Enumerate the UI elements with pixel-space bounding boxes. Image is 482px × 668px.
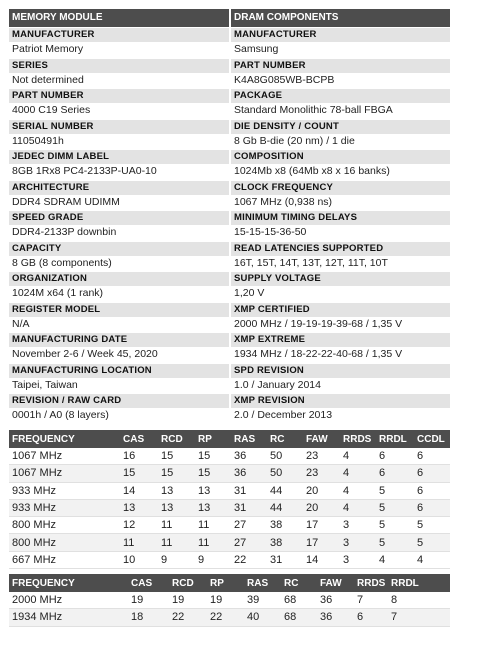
jedec-column-header: RRDL xyxy=(376,430,414,448)
field-label: ARCHITECTURE xyxy=(9,181,229,195)
table-row xyxy=(9,592,450,609)
xmp-column-header: RRDS xyxy=(354,574,388,592)
table-cell: 19 xyxy=(207,592,244,609)
jedec-timings-table-wrap xyxy=(9,430,450,569)
field-label: PACKAGE xyxy=(231,89,450,103)
table-cell: 15 xyxy=(195,465,231,482)
field-value: 2.0 / December 2013 xyxy=(234,409,333,421)
field-label: REGISTER MODEL xyxy=(9,303,229,317)
field-value: November 2-6 / Week 45, 2020 xyxy=(12,348,158,360)
table-cell: 44 xyxy=(267,482,303,499)
field-value: 16T, 15T, 14T, 13T, 12T, 11T, 10T xyxy=(234,256,388,269)
info-grid xyxy=(9,27,450,424)
table-cell: 15 xyxy=(158,465,195,482)
table-cell: 19 xyxy=(169,592,207,609)
table-cell: 12 xyxy=(120,517,158,534)
table-cell: 4 xyxy=(340,448,376,465)
table-cell: 11 xyxy=(195,517,231,534)
info-row xyxy=(9,119,450,150)
jedec-column-header: RRDS xyxy=(340,430,376,448)
field-value: Not determined xyxy=(12,73,84,86)
table-cell: 6 xyxy=(414,482,450,499)
table-cell: 3 xyxy=(340,551,376,568)
table-cell: 50 xyxy=(267,448,303,465)
module-field xyxy=(9,241,229,272)
table-cell: 1067 MHz xyxy=(9,448,120,465)
jedec-column-header: CAS xyxy=(120,430,158,448)
field-value: 1024Mb x8 (64Mb x8 x 16 banks) xyxy=(234,165,390,177)
table-cell: 933 MHz xyxy=(9,499,120,516)
table-cell: 6 xyxy=(376,448,414,465)
jedec-column-header: CCDL xyxy=(414,430,450,448)
info-row xyxy=(9,241,450,272)
table-cell: 13 xyxy=(158,499,195,516)
dram-field xyxy=(231,149,450,180)
dram-field xyxy=(231,119,450,150)
xmp-table-header xyxy=(9,574,450,592)
table-cell: 23 xyxy=(303,448,340,465)
module-field xyxy=(9,149,229,180)
table-cell: 11 xyxy=(195,534,231,551)
field-label: MINIMUM TIMING DELAYS xyxy=(231,211,450,225)
field-label: COMPOSITION xyxy=(231,150,450,164)
field-label: MANUFACTURER xyxy=(231,28,450,42)
field-value: Samsung xyxy=(234,43,279,55)
module-field xyxy=(9,88,229,119)
info-row xyxy=(9,27,450,58)
info-row xyxy=(9,210,450,241)
field-value: 11050491h xyxy=(12,134,64,147)
table-cell: 5 xyxy=(414,534,450,551)
jedec-table-header xyxy=(9,430,450,448)
table-cell: 9 xyxy=(158,551,195,568)
field-label: JEDEC DIMM LABEL xyxy=(9,150,229,164)
xmp-column-header: RRDL xyxy=(388,574,450,592)
table-cell: 4 xyxy=(376,551,414,568)
table-cell: 3 xyxy=(340,534,376,551)
table-cell: 31 xyxy=(231,482,267,499)
table-cell: 36 xyxy=(317,592,354,609)
module-field xyxy=(9,119,229,150)
table-cell: 4 xyxy=(340,482,376,499)
memory-module-header: MEMORY MODULE xyxy=(9,9,229,27)
table-row xyxy=(9,448,450,465)
section-header-row xyxy=(9,9,450,27)
field-value: 1,20 V xyxy=(234,287,265,299)
info-row xyxy=(9,393,450,424)
info-row xyxy=(9,363,450,394)
table-cell: 6 xyxy=(414,465,450,482)
field-value: Standard Monolithic 78-ball FBGA xyxy=(234,104,393,116)
dram-field xyxy=(231,302,450,333)
module-field xyxy=(9,180,229,211)
table-cell: 68 xyxy=(281,592,317,609)
table-cell: 50 xyxy=(267,465,303,482)
xmp-table-body xyxy=(9,592,450,626)
table-cell: 4 xyxy=(340,465,376,482)
table-cell: 19 xyxy=(128,592,169,609)
dram-field xyxy=(231,210,450,241)
xmp-column-header: RCD xyxy=(169,574,207,592)
table-cell: 27 xyxy=(231,534,267,551)
dram-field xyxy=(231,271,450,302)
xmp-timings-table-wrap xyxy=(9,574,450,627)
xmp-column-header: RAS xyxy=(244,574,281,592)
table-cell: 14 xyxy=(303,551,340,568)
field-label: SPD REVISION xyxy=(231,364,450,378)
field-label: XMP EXTREME xyxy=(231,333,450,347)
table-cell: 1067 MHz xyxy=(9,465,120,482)
field-label: MANUFACTURER xyxy=(9,28,229,42)
table-cell: 3 xyxy=(340,517,376,534)
table-cell: 68 xyxy=(281,609,317,626)
jedec-timings-table xyxy=(9,430,450,569)
table-cell: 8 xyxy=(388,592,450,609)
xmp-timings-table xyxy=(9,574,450,627)
table-cell: 44 xyxy=(267,499,303,516)
table-cell: 800 MHz xyxy=(9,534,120,551)
jedec-column-header: RP xyxy=(195,430,231,448)
table-cell: 11 xyxy=(158,517,195,534)
table-cell: 15 xyxy=(120,465,158,482)
info-row xyxy=(9,58,450,89)
field-value: Taipei, Taiwan xyxy=(12,378,78,391)
table-cell: 38 xyxy=(267,534,303,551)
dram-components-header: DRAM COMPONENTS xyxy=(231,9,450,27)
table-row xyxy=(9,499,450,516)
table-cell: 6 xyxy=(414,448,450,465)
table-cell: 5 xyxy=(414,517,450,534)
table-cell: 15 xyxy=(195,448,231,465)
table-cell: 11 xyxy=(158,534,195,551)
jedec-table-body xyxy=(9,448,450,569)
info-row xyxy=(9,302,450,333)
table-cell: 7 xyxy=(388,609,450,626)
table-cell: 20 xyxy=(303,499,340,516)
dram-field xyxy=(231,180,450,211)
table-cell: 40 xyxy=(244,609,281,626)
table-cell: 4 xyxy=(340,499,376,516)
table-row xyxy=(9,465,450,482)
table-cell: 36 xyxy=(231,448,267,465)
xmp-column-header: FAW xyxy=(317,574,354,592)
table-cell: 5 xyxy=(376,517,414,534)
table-cell: 31 xyxy=(267,551,303,568)
table-cell: 7 xyxy=(354,592,388,609)
jedec-column-header: FAW xyxy=(303,430,340,448)
module-field xyxy=(9,332,229,363)
table-cell: 6 xyxy=(414,499,450,516)
table-cell: 27 xyxy=(231,517,267,534)
field-value: K4A8G085WB-BCPB xyxy=(234,73,335,86)
table-cell: 31 xyxy=(231,499,267,516)
table-cell: 1934 MHz xyxy=(9,609,128,626)
field-label: ORGANIZATION xyxy=(9,272,229,286)
xmp-column-header: FREQUENCY xyxy=(9,574,128,592)
table-cell: 6 xyxy=(376,465,414,482)
module-field xyxy=(9,302,229,333)
table-cell: 13 xyxy=(195,482,231,499)
field-value: Patriot Memory xyxy=(12,43,84,55)
field-value: 1934 MHz / 18-22-22-40-68 / 1,35 V xyxy=(234,348,403,360)
module-field xyxy=(9,210,229,241)
table-cell: 15 xyxy=(158,448,195,465)
module-field xyxy=(9,58,229,89)
info-row xyxy=(9,88,450,119)
field-value: 1024M x64 (1 rank) xyxy=(12,287,104,299)
table-cell: 5 xyxy=(376,499,414,516)
module-field xyxy=(9,271,229,302)
field-label: MANUFACTURING LOCATION xyxy=(9,364,229,378)
field-value: 2000 MHz / 19-19-19-39-68 / 1,35 V xyxy=(234,317,403,330)
table-cell: 9 xyxy=(195,551,231,568)
table-row xyxy=(9,609,450,626)
table-cell: 22 xyxy=(231,551,267,568)
info-row xyxy=(9,271,450,302)
table-row xyxy=(9,551,450,568)
table-cell: 36 xyxy=(231,465,267,482)
table-cell: 18 xyxy=(128,609,169,626)
info-row xyxy=(9,180,450,211)
dram-field xyxy=(231,332,450,363)
table-cell: 22 xyxy=(169,609,207,626)
field-label: XMP REVISION xyxy=(231,394,450,408)
field-label: SPEED GRADE xyxy=(9,211,229,225)
table-cell: 13 xyxy=(120,499,158,516)
field-label: SERIAL NUMBER xyxy=(9,120,229,134)
field-label: PART NUMBER xyxy=(231,59,450,73)
dram-field xyxy=(231,363,450,394)
info-row xyxy=(9,332,450,363)
table-cell: 667 MHz xyxy=(9,551,120,568)
field-label: CLOCK FREQUENCY xyxy=(231,181,450,195)
table-cell: 2000 MHz xyxy=(9,592,128,609)
dram-field xyxy=(231,393,450,424)
table-cell: 20 xyxy=(303,482,340,499)
field-label: DIE DENSITY / COUNT xyxy=(231,120,450,134)
table-cell: 933 MHz xyxy=(9,482,120,499)
field-value: 1067 MHz (0,938 ns) xyxy=(234,195,333,208)
table-cell: 13 xyxy=(158,482,195,499)
table-cell: 13 xyxy=(195,499,231,516)
field-label: MANUFACTURING DATE xyxy=(9,333,229,347)
info-row xyxy=(9,149,450,180)
table-row xyxy=(9,482,450,499)
xmp-column-header: RP xyxy=(207,574,244,592)
xmp-column-header: RC xyxy=(281,574,317,592)
table-cell: 23 xyxy=(303,465,340,482)
dram-field xyxy=(231,241,450,272)
field-label: SERIES xyxy=(9,59,229,73)
dram-field xyxy=(231,27,450,58)
field-value: 8 GB (8 components) xyxy=(12,256,112,269)
table-cell: 800 MHz xyxy=(9,517,120,534)
field-value: DDR4 SDRAM UDIMM xyxy=(12,195,120,208)
jedec-column-header: RCD xyxy=(158,430,195,448)
field-label: PART NUMBER xyxy=(9,89,229,103)
field-label: XMP CERTIFIED xyxy=(231,303,450,317)
module-field xyxy=(9,363,229,394)
table-cell: 4 xyxy=(414,551,450,568)
field-value: 15-15-15-36-50 xyxy=(234,226,307,238)
field-value: 0001h / A0 (8 layers) xyxy=(12,409,109,421)
table-cell: 17 xyxy=(303,534,340,551)
field-value: 8GB 1Rx8 PC4-2133P-UA0-10 xyxy=(12,165,157,177)
table-row xyxy=(9,517,450,534)
field-value: 1.0 / January 2014 xyxy=(234,378,321,391)
dram-field xyxy=(231,88,450,119)
field-value: 4000 C19 Series xyxy=(12,104,91,116)
table-cell: 5 xyxy=(376,482,414,499)
module-field xyxy=(9,27,229,58)
table-cell: 10 xyxy=(120,551,158,568)
table-cell: 36 xyxy=(317,609,354,626)
table-row xyxy=(9,534,450,551)
table-cell: 38 xyxy=(267,517,303,534)
table-cell: 5 xyxy=(376,534,414,551)
jedec-column-header: FREQUENCY xyxy=(9,430,120,448)
xmp-column-header: CAS xyxy=(128,574,169,592)
table-cell: 17 xyxy=(303,517,340,534)
table-cell: 14 xyxy=(120,482,158,499)
table-cell: 16 xyxy=(120,448,158,465)
field-label: REVISION / RAW CARD xyxy=(9,394,229,408)
jedec-column-header: RC xyxy=(267,430,303,448)
field-label: SUPPLY VOLTAGE xyxy=(231,272,450,286)
field-value: N/A xyxy=(12,317,30,330)
table-cell: 39 xyxy=(244,592,281,609)
field-value: 8 Gb B-die (20 nm) / 1 die xyxy=(234,134,355,147)
table-cell: 11 xyxy=(120,534,158,551)
field-label: READ LATENCIES SUPPORTED xyxy=(231,242,450,256)
field-label: CAPACITY xyxy=(9,242,229,256)
field-value: DDR4-2133P downbin xyxy=(12,226,117,238)
module-field xyxy=(9,393,229,424)
spd-info-panel xyxy=(9,9,450,424)
dram-field xyxy=(231,58,450,89)
jedec-column-header: RAS xyxy=(231,430,267,448)
table-cell: 6 xyxy=(354,609,388,626)
table-cell: 22 xyxy=(207,609,244,626)
